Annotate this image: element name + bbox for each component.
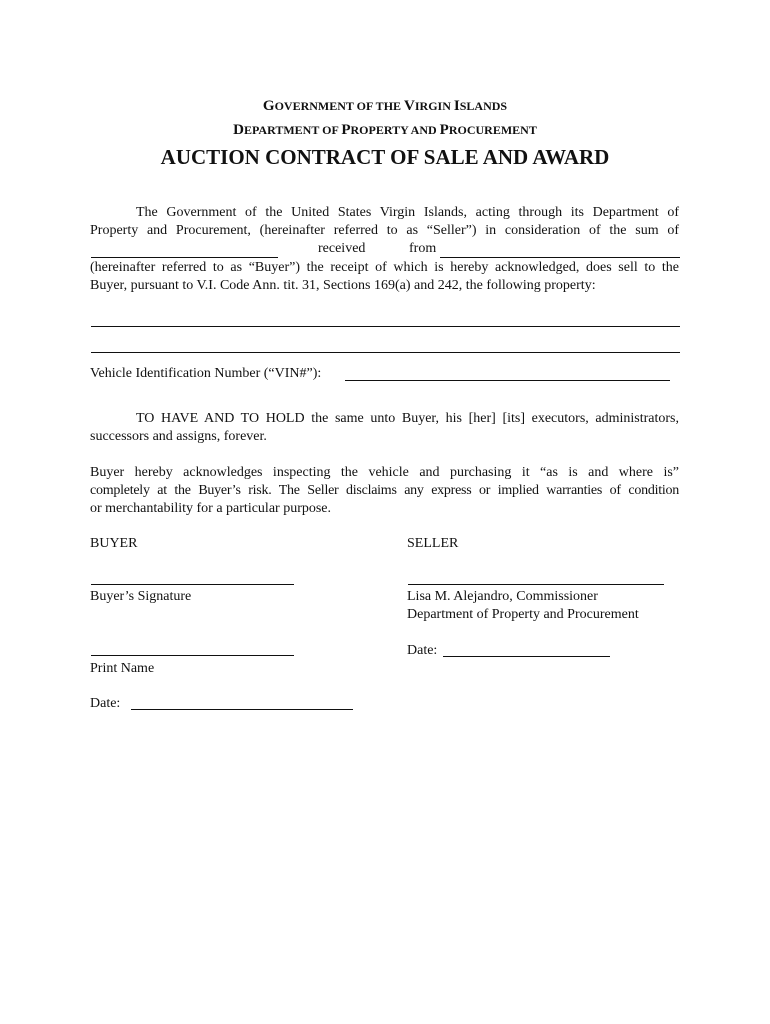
acknowledgment-line-1: Buyer hereby acknowledges inspecting the vehicle and purchasing it “as is and where is” — [90, 465, 679, 480]
buyer-name-field[interactable] — [440, 257, 680, 258]
habendum-line-1: TO HAVE AND TO HOLD the same unto Buyer, his [her] [its] executors, administrators, — [136, 411, 679, 426]
heading-fragment: ROPERTY AND — [350, 123, 440, 137]
print-name-label: Print Name — [90, 661, 155, 676]
intro-line-2: Property and Procurement, (hereinafter referred to as “Seller”) in consideration of the sum of — [90, 223, 679, 238]
property-description-field-2[interactable] — [91, 352, 680, 353]
buyer-signature-field[interactable] — [91, 584, 294, 585]
acknowledgment-line-3: or merchantability for a particular purpose. — [90, 501, 332, 516]
sum-amount-field[interactable] — [91, 257, 278, 258]
acknowledgment-line-2: completely at the Buyer’s risk. The Seller disclaims any express or implied warranties of condition — [90, 483, 679, 498]
heading-fragment: SLANDS — [459, 99, 508, 113]
buyer-date-label: Date: — [90, 696, 121, 711]
buyer-heading: BUYER — [90, 536, 138, 551]
government-heading — [0, 97, 770, 115]
seller-date-field[interactable] — [443, 656, 610, 657]
intro-line-4: (hereinafter referred to as “Buyer”) the receipt of which is hereby acknowledged, does sell to the — [90, 260, 679, 275]
intro-line-1: The Government of the United States Virgin Islands, acting through its Department of — [136, 205, 679, 220]
print-name-field[interactable] — [91, 655, 294, 656]
heading-fragment: P — [341, 122, 351, 138]
seller-heading: SELLER — [407, 536, 459, 551]
document-title: AUCTION CONTRACT OF SALE AND AWARD — [160, 145, 610, 169]
heading-fragment: IRGIN — [414, 99, 454, 113]
vin-label: Vehicle Identification Number (“VIN#”): — [90, 366, 322, 381]
seller-signature-field[interactable] — [408, 584, 664, 585]
heading-fragment: D — [233, 122, 244, 138]
seller-name: Lisa M. Alejandro, Commissioner — [407, 589, 598, 604]
heading-fragment: G — [262, 98, 275, 114]
heading-fragment: OVERNMENT OF THE — [274, 99, 405, 113]
buyer-date-field[interactable] — [131, 709, 353, 710]
buyer-signature-label: Buyer’s Signature — [90, 589, 192, 604]
heading-fragment: ROCUREMENT — [448, 123, 537, 137]
received-text: received — [318, 241, 366, 256]
from-text: from — [409, 241, 437, 256]
seller-department: Department of Property and Procurement — [407, 607, 639, 622]
heading-fragment: V — [404, 98, 415, 114]
heading-fragment: I — [453, 98, 460, 114]
heading-fragment: EPARTMENT OF — [243, 123, 342, 137]
department-heading — [0, 121, 770, 139]
property-description-field-1[interactable] — [91, 326, 680, 327]
vin-field[interactable] — [345, 380, 670, 381]
heading-fragment: P — [439, 122, 449, 138]
seller-date-label: Date: — [407, 643, 438, 658]
intro-line-5: Buyer, pursuant to V.I. Code Ann. tit. 31, Sections 169(a) and 242, the following property: — [90, 278, 596, 293]
habendum-line-2: successors and assigns, forever. — [90, 429, 267, 444]
